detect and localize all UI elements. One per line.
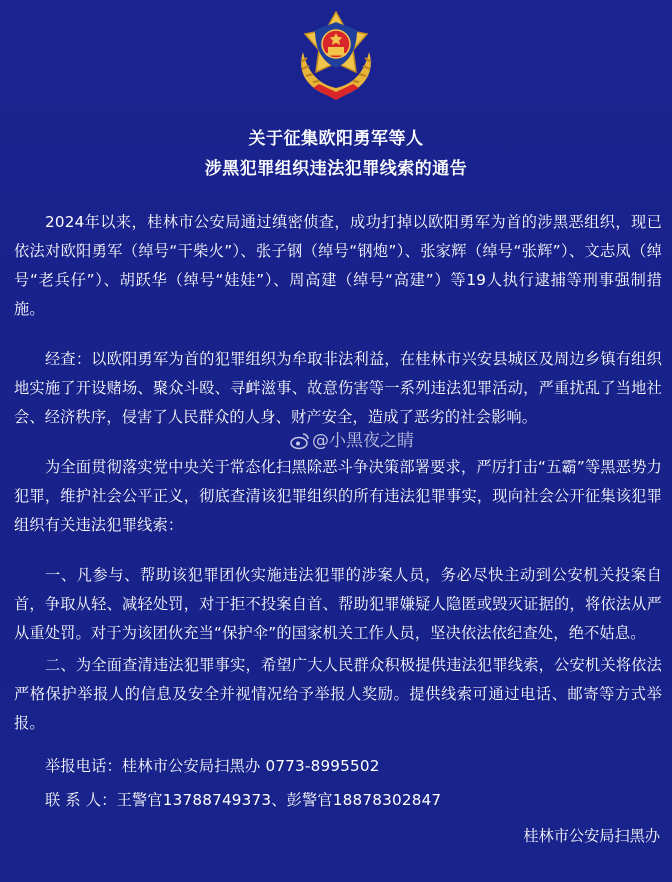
paragraph-report: 二、为全面查清违法犯罪事实，希望广大人民群众积极提供违法犯罪线索，公安机关将依法严格保护举报人的信息及安全并视情况给予举报人奖励。提供线索可通过电话、邮寄等方式举报。 xyxy=(14,656,662,732)
hotline: 举报电话：桂林市公安局扫黑办 0773-8995502 xyxy=(45,757,380,775)
weibo-icon xyxy=(290,432,310,450)
contact-persons: 联 系 人：王警官13788749373、彭警官18878302847 xyxy=(45,791,442,809)
police-emblem-icon xyxy=(293,8,379,102)
weibo-watermark xyxy=(290,426,414,451)
paragraph-surrender: 一、凡参与、帮助该犯罪团伙实施违法犯罪的涉案人员，务必尽快主动到公安机关投案自首，争取从轻、减轻处罚，对于拒不投案自首、帮助犯罪嫌疑人隐匿或毁灭证据的，将依法从严从重处罚。对于为该团伙充当“保护伞”的国家机关工作人员，坚决依法依纪查处，绝不姑息。 xyxy=(14,566,662,642)
notice-title-line2: 涉黑犯罪组织违法犯罪线索的通告 xyxy=(204,159,468,179)
paragraph-arrest: 2024年以来，桂林市公安局通过缜密侦查，成功打掉以欧阳勇军为首的涉黑恶组织，现已依法对欧阳勇军（绰号“干柴火”）、张子钢（绰号“钢炮”）、张家辉（绰号“张辉”）、文志凤（绰号“老兵仔”）、胡跃华（绰号“娃娃”）、周高建（绰号“高建”）等19人执行逮捕等刑事强制措施。 xyxy=(14,213,662,318)
paragraph-investigation: 经查：以欧阳勇军为首的犯罪组织为牟取非法利益，在桂林市兴安县城区及周边乡镇有组织地实施了开设赌场、聚众斗殴、寻衅滋事、故意伤害等一系列违法犯罪活动，严重扰乱了当地社会、经济秩序，侵害了人民群众的人身、财产安全，造成了恶劣的社会影响。 xyxy=(14,350,662,426)
issuer-signature: 桂林市公安局扫黑办 xyxy=(523,827,660,845)
paragraph-call-for-clues: 为全面贯彻落实党中央关于常态化扫黑除恶斗争决策部署要求，严厉打击“五霸”等黑恶势力犯罪，维护社会公平正义，彻底查清该犯罪组织的所有违法犯罪事实，现向社会公开征集该犯罪组织有关违法犯罪线索： xyxy=(14,458,662,534)
watermark-text: @小黑夜之睛 xyxy=(312,431,414,451)
notice-title-line1: 关于征集欧阳勇军等人 xyxy=(248,129,424,149)
